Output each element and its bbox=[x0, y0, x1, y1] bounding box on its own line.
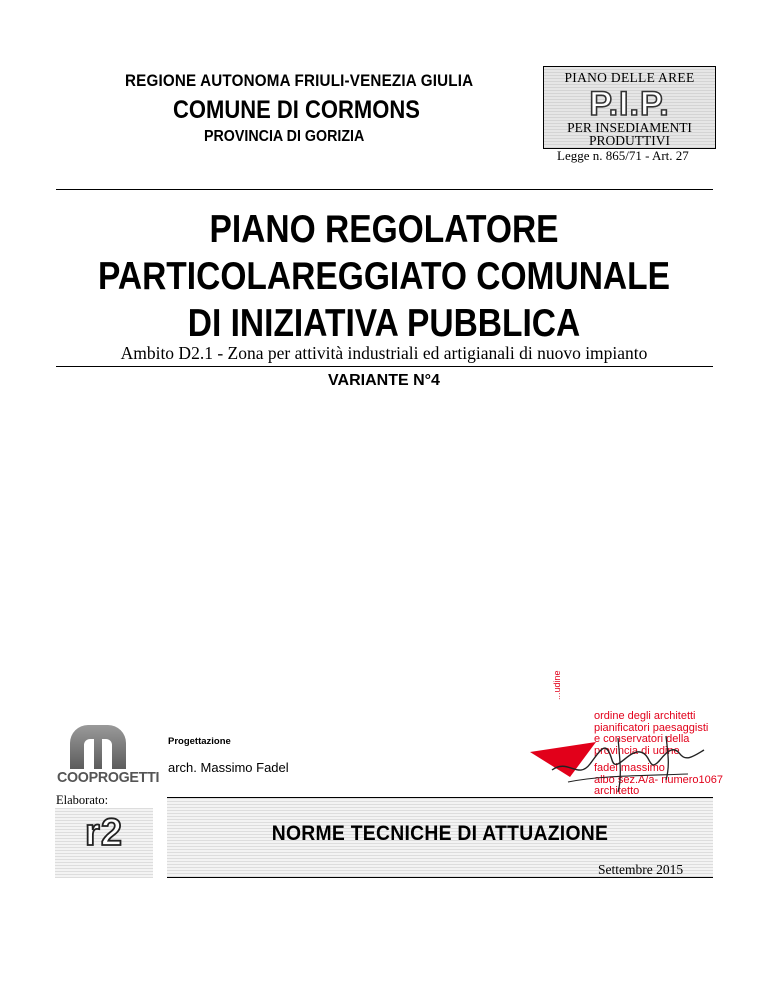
pip-box bbox=[543, 66, 716, 149]
pip-line1: PIANO DELLE AREE bbox=[564, 70, 695, 85]
pip-acronym: P.I.P. bbox=[589, 85, 670, 123]
elaborato-title bbox=[167, 821, 713, 846]
signature-icon bbox=[548, 730, 708, 795]
variante-label: VARIANTE N°4 bbox=[328, 372, 440, 389]
comune-heading: COMUNE DI CORMONS bbox=[173, 96, 420, 124]
provincia-heading: PROVINCIA DI GORIZIA bbox=[204, 128, 365, 145]
title-line1: PIANO REGOLATORE bbox=[209, 208, 559, 251]
stamp-line: pianificatori paesaggisti bbox=[594, 721, 709, 734]
region-heading: REGIONE AUTONOMA FRIULI-VENEZIA GIULIA bbox=[125, 72, 474, 90]
cooprogetti-logo-icon bbox=[66, 725, 130, 769]
stamp-line: architetto bbox=[594, 785, 640, 797]
stamp-line: provincia di udine bbox=[594, 744, 680, 757]
elaborato-date: Settembre 2015 bbox=[598, 862, 684, 877]
elaborato-label: Elaborato: bbox=[56, 793, 109, 807]
stamp-line: ordine degli architetti bbox=[594, 710, 696, 722]
elaborato-code: r2 bbox=[85, 812, 123, 854]
stamp-line: albo sez.A/a- numero1067 bbox=[594, 773, 724, 786]
subtitle-divider bbox=[56, 366, 713, 367]
progettazione-label: Progettazione bbox=[168, 736, 231, 747]
ambito-subtitle: Ambito D2.1 - Zona per attività industriali ed artigianali di nuovo impianto bbox=[120, 343, 648, 363]
pip-subtitle bbox=[544, 121, 715, 147]
title-line3: DI INIZIATIVA PUBBLICA bbox=[187, 302, 581, 345]
stamp-line: fadel massimo bbox=[594, 762, 665, 774]
header-divider bbox=[56, 189, 713, 190]
title-line2: PARTICOLAREGGIATO COMUNALE bbox=[97, 255, 671, 298]
elaborato-title-text: NORME TECNICHE DI ATTUAZIONE bbox=[271, 821, 609, 845]
cooprogetti-wordmark: COOPROGETTI bbox=[57, 769, 160, 786]
architect-name: arch. Massimo Fadel bbox=[168, 760, 289, 775]
document-title bbox=[0, 206, 768, 347]
pip-line3: PRODUTTIVI bbox=[589, 133, 670, 148]
stamp-line: e conservatori della bbox=[594, 733, 690, 745]
stamp-side-text: ...udine bbox=[552, 670, 562, 700]
legge-reference: Legge n. 865/71 - Art. 27 bbox=[557, 148, 689, 163]
pip-line2: PER INSEDIAMENTI bbox=[567, 120, 692, 135]
